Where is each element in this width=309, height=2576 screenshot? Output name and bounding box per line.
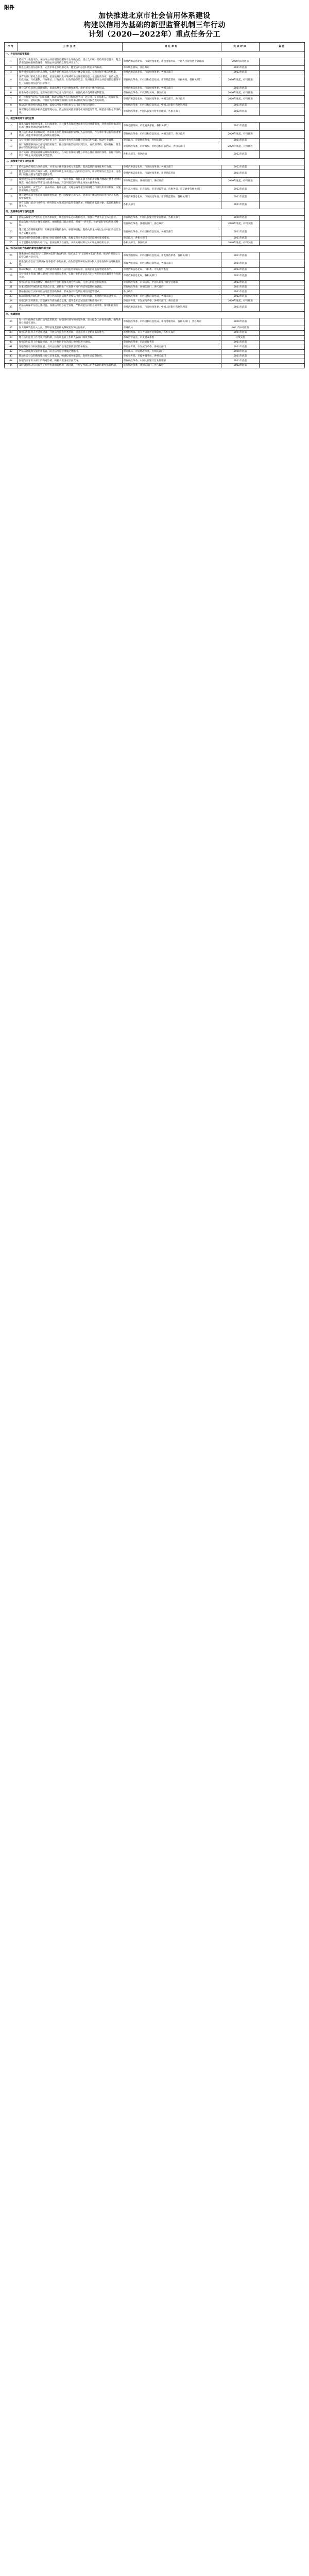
cell-unit: 市委组织部、市人力资源社会保障局，各相关部门: [122, 331, 221, 335]
cell-index: 3: [5, 71, 18, 75]
table-row: [5, 285, 305, 290]
cell-note: [260, 193, 305, 201]
cell-unit: 市政务服务局、市经济和信息化局，各相关部门: [122, 260, 221, 268]
cell-unit: 市发展改革委、市经济和信息化局，中国人民银行营业管理部: [122, 104, 221, 108]
cell-task: 探索建立以信用为基础的“双随机、一公开”监管机制，根据市场主体信用等级合理确定抽查比例和频次，对信用良好的市场主体减少抽查，对信用较差的市场主体加大抽查力度。: [18, 178, 122, 185]
cell-index: 32: [5, 290, 18, 294]
cell-deadline: 2020年底起，持续推进: [221, 75, 260, 86]
cell-index: 17: [5, 178, 18, 185]
cell-task: 依托公共信用综合评价结果，对市场主体实施分级分类监管，提高监管的精准性和有效性。: [18, 165, 122, 170]
cell-note: [260, 170, 305, 178]
cell-deadline: 2020年底前: [221, 318, 260, 326]
cell-note: [260, 216, 305, 221]
cell-unit: 市经济和信息化局、市发展改革委、市政务服务局、中国人民银行营业管理部: [122, 58, 221, 66]
cell-unit: 市政务服务局、市发展改革委，各相关部门: [122, 123, 221, 130]
cell-unit: 市财政局: [122, 326, 221, 331]
cell-index: 8: [5, 104, 18, 108]
table-row: [5, 228, 305, 236]
cell-task: 建立信用信息异议处理机制，依法依规完善信用修复流程，保护市场主体合法权益。: [18, 86, 122, 91]
cell-unit: 市发展改革委，各相关部门，各区政府: [122, 221, 221, 228]
cell-deadline: 2022年底前: [221, 294, 260, 299]
section-title: 六、保障措施: [5, 312, 305, 318]
table-row: [5, 138, 305, 143]
cell-note: [260, 331, 305, 335]
cell-task: 依法依规建立严重失信主体名单制度，规范名单认定标准和程序，加强对严重失信主体的监管。: [18, 216, 122, 221]
cell-note: [260, 349, 305, 354]
cell-unit: 市经济和信息化局、市科委、中关村管委会: [122, 268, 221, 273]
cell-task: 加强信用监管法治建设，推动出台社会信用相关地方性法规，完善信用监管制度规范。: [18, 280, 122, 285]
cell-note: [260, 273, 305, 280]
cell-deadline: 2021年底前: [221, 66, 260, 71]
cell-deadline: 2021年底前: [221, 228, 260, 236]
cell-unit: 市经济和信息化局、市发展改革委，各相关部门: [122, 71, 221, 75]
table-row: [5, 280, 305, 285]
cell-index: 19: [5, 193, 18, 201]
cell-task: 鼓励各区结合实际开展信用监管创新探索，形成各具特色的区域信用监管模式。: [18, 290, 122, 294]
cell-task: 加强信用宣传教育，营造诚实守信的社会氛围，提升全社会诚信意识和信用水平。: [18, 299, 122, 303]
cell-index: 14: [5, 150, 18, 158]
cell-note: [260, 221, 305, 228]
cell-deadline: 2021年底前: [221, 201, 260, 209]
cell-deadline: 2021年底前: [221, 236, 260, 241]
cell-deadline: 2022年底前: [221, 268, 260, 273]
cell-deadline: 2022年底前: [221, 71, 260, 75]
cell-task: 建立信用监管工作考核评价机制，将信用监管工作纳入各部门绩效考核。: [18, 335, 122, 340]
cell-deadline: 2020年底前: [221, 216, 260, 221]
cell-unit: 市经济和信息化局、市发展改革委、市市场监管局，各相关部门: [122, 193, 221, 201]
cell-note: [260, 260, 305, 268]
header-unit: 责任单位: [122, 43, 221, 52]
table-row: [5, 193, 305, 201]
cell-deadline: 2020年底前: [221, 349, 260, 354]
section-title: 四、完善事后环节信用监管: [5, 209, 305, 216]
cell-deadline: 2021年底前: [221, 345, 260, 349]
cell-index: 5: [5, 86, 18, 91]
cell-unit: 市发展改革委、中国人民银行营业管理部: [122, 359, 221, 364]
cell-note: [260, 66, 305, 71]
cell-deadline: 2020年底起，持续推进: [221, 91, 260, 95]
cell-index: 9: [5, 108, 18, 116]
cell-note: [260, 340, 305, 345]
cell-deadline: 2020年底起，持续推进: [221, 178, 260, 185]
cell-deadline: 2020年底起，持续实施: [221, 221, 260, 228]
cell-task: 推进政务诚信建设，完善政府部门和公务员信用记录，加强政府守信践诺机制建设。: [18, 91, 122, 95]
cell-deadline: 2020年底起，持续推进: [221, 95, 260, 103]
cell-deadline: 2021年底前: [221, 123, 260, 130]
cell-note: [260, 130, 305, 138]
cell-task: 研究制定信用服务机构监督管理办法，依法加强对信用服务机构的监督管理，规范信用服务市场秩序。: [18, 108, 122, 116]
cell-deadline: 2022年底前: [221, 280, 260, 285]
section-title: 五、强化以信用为基础的新型监管机制支撑: [5, 245, 305, 252]
cell-task: 各有关部门要结合自身职责，依法依规归集本领域市场主体信用信息，包括行政许可、行政处罚、行政检查、行政强制、行政确认、行政裁决、行政奖励等信息，及时推送至市公共信用信息服务平台，实现信用信息“应归尽归”。: [18, 75, 122, 86]
cell-index: 24: [5, 236, 18, 241]
cell-unit: 市市场监管局，各相关部门，各区政府: [122, 178, 221, 185]
cell-deadline: 2021年底前: [221, 252, 260, 260]
cell-index: 42: [5, 349, 18, 354]
cell-unit: 市发展改革委、市经济和信息化局，各相关部门: [122, 228, 221, 236]
cell-deadline: 2021年底前: [221, 273, 260, 280]
cell-unit: 市发展改革委，各相关部门，各区政府: [122, 364, 221, 368]
cell-note: [260, 252, 305, 260]
cell-note: [260, 318, 305, 326]
cell-task: 在生态环境、安全生产、食品药品、税收征管、交通运输等重点领域建立行业信用评价制度，实施信用分级分类监管。: [18, 185, 122, 193]
cell-task: 探索建立信用监管与“互联网+监管”融合机制，依托北京市“互联网+监管”系统，推动信用信息与监管信息共享应用。: [18, 252, 122, 260]
cell-unit: 市经济和信息化局、市发展改革委、市市场监管局: [122, 170, 221, 178]
cell-index: 23: [5, 228, 18, 236]
cell-note: [260, 138, 305, 143]
table-row: [5, 58, 305, 66]
cell-index: 43: [5, 354, 18, 359]
cell-deadline: 2021年底前: [221, 359, 260, 364]
cell-deadline: 2021年底前: [221, 290, 260, 294]
header-note: 备注: [260, 43, 305, 52]
cell-unit: 市发展改革委、市政务服务局，各区政府: [122, 91, 221, 95]
cell-note: [260, 359, 305, 364]
cell-note: [260, 303, 305, 311]
cell-task: 推动大数据、人工智能、区块链等新技术在信用监管中的应用，提高信用监管智能化水平。: [18, 268, 122, 273]
cell-unit: 各相关部门，各区政府: [122, 150, 221, 158]
table-header: [5, 43, 305, 52]
cell-index: 15: [5, 165, 18, 170]
cell-unit: 市经济和信息化局、市发展改革委，各相关部门: [122, 165, 221, 170]
table-row: [5, 331, 305, 335]
cell-note: [260, 290, 305, 294]
cell-index: 27: [5, 260, 18, 268]
cell-deadline: 2020年底起，持续推进: [221, 143, 260, 150]
cell-index: 39: [5, 335, 18, 340]
cell-unit: 市市场监管局，各区政府: [122, 66, 221, 71]
cell-deadline: 2022年底前: [221, 150, 260, 158]
cell-task: 对于监管中发现的失信行为，依法依规予以查处，并将处理结果记入市场主体信用记录。: [18, 241, 122, 245]
cell-unit: 市民政局、市发展改革委，各相关部门: [122, 138, 221, 143]
cell-index: 31: [5, 285, 18, 290]
cell-note: [260, 75, 305, 86]
cell-task: 推动社会公众和新闻媒体参与信用监管，畅通投诉举报渠道，发挥社会监督作用。: [18, 354, 122, 359]
cell-index: 2: [5, 66, 18, 71]
cell-deadline: 2021年底前: [221, 104, 260, 108]
cell-task: 推动京津冀区域信用合作，建立区域信用信息共享和信用监管协同机制，推进跨区域联合奖惩。: [18, 294, 122, 299]
cell-note: [260, 236, 305, 241]
cell-index: 1: [5, 58, 18, 66]
cell-task: 在重点领域开展信用监管试点示范，总结推广可复制可推广的信用监管经验做法。: [18, 285, 122, 290]
cell-note: [260, 285, 305, 290]
table-row: [5, 104, 305, 108]
cell-task: 及时研究解决信用监管工作中出现的新情况、新问题，不断完善以信用为基础的新型监管机制。: [18, 364, 122, 368]
cell-index: 29: [5, 273, 18, 280]
table-row: [5, 335, 305, 340]
table-row: [5, 86, 305, 91]
cell-note: [260, 280, 305, 285]
cell-task: 各有关部门要依据法律法规和政策规定，在本行业领域内建立市场主体信用评价体系，依据评价结果对市场主体实施分级分类监管。: [18, 150, 122, 158]
cell-task: 加大财政资金投入力度，保障信用监管相关系统建设和运行维护。: [18, 326, 122, 331]
cell-task: 加强信用监管工作督促检查，对工作推进不力的部门和单位进行通报。: [18, 340, 122, 345]
header-deadline: 完成时限: [221, 43, 260, 52]
table-row: [5, 71, 305, 75]
table-row: [5, 294, 305, 299]
cell-unit: 市经济和信息化局、市发展改革委，各相关部门: [122, 86, 221, 91]
table-row: [5, 123, 305, 130]
cell-note: [260, 108, 305, 116]
cell-deadline: 2021年底前: [221, 285, 260, 290]
cell-note: [260, 335, 305, 340]
cell-unit: 市发展改革委、市经济和信息化局、市政务服务局，各相关部门，各区政府: [122, 318, 221, 326]
cell-task: 建立健全市场主体信用风险预警机制，依托大数据分析技术，对市场主体信用风险进行动态监测、预警和处置。: [18, 193, 122, 201]
cell-task: 依法依规保护信息主体权益，加强信用信息安全管理，严格规范信用信息的采集、使用和披露行为。: [18, 303, 122, 311]
cell-index: 7: [5, 95, 18, 103]
cell-task: 推进企业信用信息归集，完善市场主体信用记录，健全信用信息归集目录和标准。: [18, 66, 122, 71]
cell-task: 推动行业协会商会建立健全行业信用惩戒机制，依据章程对失信会员采取相应惩戒措施。: [18, 236, 122, 241]
cell-index: 6: [5, 91, 18, 95]
table-row: [5, 303, 305, 311]
cell-deadline: 2021年底前: [221, 260, 260, 268]
cell-note: [260, 228, 305, 236]
cell-unit: 市委宣传部、市发展改革委，各相关部门，各区政府: [122, 299, 221, 303]
header-index: 序号: [5, 43, 18, 52]
title-line: 计划（2020—2022年）重点任务分工: [89, 30, 220, 39]
cell-note: [260, 268, 305, 273]
section-row: [5, 209, 305, 216]
cell-note: [260, 354, 305, 359]
cell-unit: 市经济和信息化局，各相关部门: [122, 273, 221, 280]
cell-index: 12: [5, 138, 18, 143]
table-row: [5, 345, 305, 349]
cell-note: [260, 299, 305, 303]
header-row: [5, 43, 305, 52]
cell-index: 20: [5, 201, 18, 209]
cell-unit: 市发展改革委、市经济和信息化局、市市场监管局、市税务局，各相关部门: [122, 75, 221, 86]
attachment-label: 附件: [4, 5, 14, 11]
cell-deadline: 2022年底前: [221, 165, 260, 170]
section-row: [5, 312, 305, 318]
cell-deadline: 2021年底前: [221, 340, 260, 345]
document-title: [4, 11, 305, 39]
table-row: [5, 349, 305, 354]
cell-task: 支持行业协会商会开展信用评价工作，鼓励行业协会商会建立会员信用档案，推动行业自律。: [18, 138, 122, 143]
cell-unit: 市政务服务局、市经济和信息化局、市发展改革委，各相关部门: [122, 252, 221, 260]
table-row: [5, 221, 305, 228]
cell-task: 进一步优化“信用+”应用场景，推动信用报告在行政管理中的广泛应用，在市场准入、资质审核、政府采购、招标投标、评优评先等领域全面推行信用承诺制度和信用报告查询制度。: [18, 95, 122, 103]
cell-task: 进一步明确各有关部门信用监管职责，加强组织领导和统筹协调，建立健全工作推进机制，确保各项任务落实到位。: [18, 318, 122, 326]
cell-index: 34: [5, 299, 18, 303]
cell-deadline: 2020年6月底前: [221, 58, 260, 66]
cell-unit: 市政府督查室、市发展改革委: [122, 335, 221, 340]
cell-task: 推进信用信息在“互联网+政务服务”中的应用，在政务服务事项办理中嵌入信用查询和信用核查功能。: [18, 260, 122, 268]
cell-index: 28: [5, 268, 18, 273]
cell-note: [260, 178, 305, 185]
section-row: [5, 116, 305, 123]
table-row: [5, 268, 305, 273]
cell-index: 22: [5, 221, 18, 228]
cell-task: 加强与国家有关部门的沟通协调，积极争取国家层面支持。: [18, 359, 122, 364]
cell-index: 33: [5, 294, 18, 299]
cell-note: [260, 294, 305, 299]
table-row: [5, 185, 305, 193]
table-row: [5, 236, 305, 241]
table-row: [5, 178, 305, 185]
cell-index: 36: [5, 318, 18, 326]
cell-index: 45: [5, 364, 18, 368]
cell-deadline: 2021年底前: [221, 138, 260, 143]
cell-index: 30: [5, 280, 18, 285]
cell-task: 建立信用承诺书管理制度，将市场主体信用承诺履约情况记入信用档案，作为事中事后监管的重要依据，对违背承诺的依法依规实施惩戒。: [18, 130, 122, 138]
cell-deadline: 2021年底前: [221, 354, 260, 359]
table-row: [5, 95, 305, 103]
table-row: [5, 170, 305, 178]
cell-index: 37: [5, 326, 18, 331]
cell-unit: 市生态环境局、市应急局、市市场监管局、市税务局、市交通委等相关部门: [122, 185, 221, 193]
cell-unit: 市民政局，各相关部门: [122, 236, 221, 241]
cell-index: 11: [5, 130, 18, 138]
table-row: [5, 241, 305, 245]
cell-deadline: 2021年底前: [221, 331, 260, 335]
cell-note: [260, 345, 305, 349]
cell-unit: 市委宣传部、市发展改革委，各相关部门: [122, 345, 221, 349]
cell-task: 在行政管理事项中全面使用信用报告，推动信用报告结果实现互认，在政府采购、招标投标、资金扶持等领域率先推广应用。: [18, 143, 122, 150]
cell-task: 加强信用监管人才队伍建设，开展信用监管业务培训，提升监管人员信用监管能力。: [18, 331, 122, 335]
cell-task: 推动信用服务机构规范发展，鼓励信用服务机构参与信用监管和信用评价。: [18, 104, 122, 108]
cell-deadline: 2020年底起，持续推进: [221, 299, 260, 303]
cell-deadline: 2022年底前: [221, 364, 260, 368]
table-body: [5, 52, 305, 368]
title-line: 构建以信用为基础的新型监管机制三年行动: [83, 21, 226, 29]
cell-note: [260, 150, 305, 158]
cell-task: 建立健全信用修复机制，明确信用修复的条件、标准和流程，鼓励失信主体通过主动纠正失信行为等方式修复信用。: [18, 228, 122, 236]
section-row: [5, 52, 305, 58]
cell-unit: 市委宣传部、市政务服务局，各相关部门: [122, 354, 221, 359]
cell-deadline: 2022年底前: [221, 185, 260, 193]
cell-index: 13: [5, 143, 18, 150]
table-row: [5, 340, 305, 345]
section-title: 一、夯实信用监管基础: [5, 52, 305, 58]
cell-unit: 市发展改革委，各相关部门，各区政府: [122, 285, 221, 290]
cell-task: 依托市大数据平台，加快市公共信用信息服务平台升级改造，建立全市统一的信用信息目录，健全信用信息标准规范体系，推进公共信用信息归集共享工作。: [18, 58, 122, 66]
table-row: [5, 66, 305, 71]
cell-note: [260, 326, 305, 331]
cell-unit: 市发展改革委、市政府督查室: [122, 340, 221, 345]
table-row: [5, 273, 305, 280]
document-page: [0, 0, 309, 374]
section-title: 二、健全事前环节信用监管: [5, 116, 305, 123]
cell-deadline: 2021年6月底前: [221, 326, 260, 331]
cell-index: 16: [5, 170, 18, 178]
table-row: [5, 299, 305, 303]
table-row: [5, 216, 305, 221]
cell-unit: 各区政府: [122, 290, 221, 294]
table-row: [5, 260, 305, 268]
cell-note: [260, 123, 305, 130]
cell-note: [260, 165, 305, 170]
cell-task: 深化行政审批制度改革，在行政审批、公共服务等领域全面推行信用承诺制度，对作出信用承诺的市场主体提供容缺受理等便利。: [18, 123, 122, 130]
cell-unit: 市发展改革委、市司法局，中国人民银行营业管理部: [122, 280, 221, 285]
cell-index: 38: [5, 331, 18, 335]
header-task: 工作任务: [18, 43, 122, 52]
table-row: [5, 143, 305, 150]
cell-index: 41: [5, 345, 18, 349]
cell-note: [260, 95, 305, 103]
cell-note: [260, 104, 305, 108]
table-row: [5, 201, 305, 209]
cell-index: 25: [5, 241, 18, 245]
table-row: [5, 150, 305, 158]
table-row: [5, 91, 305, 95]
section-title: 三、加强事中环节信用监管: [5, 159, 305, 165]
cell-note: [260, 241, 305, 245]
cell-note: [260, 185, 305, 193]
cell-index: 44: [5, 359, 18, 364]
cell-index: 18: [5, 185, 18, 193]
table-row: [5, 75, 305, 86]
cell-deadline: 2021年底前: [221, 193, 260, 201]
table-row: [5, 290, 305, 294]
table-row: [5, 108, 305, 116]
cell-unit: 各相关部门，各区政府: [122, 241, 221, 245]
table-row: [5, 130, 305, 138]
cell-unit: 市发展改革委、中国人民银行营业管理部，各相关部门: [122, 216, 221, 221]
cell-index: 4: [5, 75, 18, 86]
section-row: [5, 245, 305, 252]
table-row: [5, 252, 305, 260]
cell-index: 35: [5, 303, 18, 311]
cell-note: [260, 364, 305, 368]
cell-note: [260, 58, 305, 66]
cell-note: [260, 91, 305, 95]
title-line: 加快推进北京市社会信用体系建设: [98, 12, 211, 20]
cell-unit: 市发展改革委、市经济和信息化局，各相关部门: [122, 294, 221, 299]
table-row: [5, 354, 305, 359]
cell-unit: 市发展改革委、市财政局、市经济和信息化局，各相关部门: [122, 143, 221, 150]
cell-deadline: 2020年底起，持续实施: [221, 241, 260, 245]
cell-deadline: 持续实施: [221, 335, 260, 340]
cell-deadline: 2022年底前: [221, 108, 260, 116]
cell-task: 各有关部门结合行业特点，研究制定本领域信用监管措施清单，明确信用监管对象、监管措施和实施主体。: [18, 201, 122, 209]
table-row: [5, 364, 305, 368]
cell-index: 40: [5, 340, 18, 345]
cell-task: 加强舆论引导和宣传报道，及时总结推广信用监管典型经验和做法。: [18, 345, 122, 349]
cell-unit: 各相关部门: [122, 201, 221, 209]
cell-unit: 市经济和信息化局、市发展改革委，中国人民银行营业管理部: [122, 303, 221, 311]
table-row: [5, 359, 305, 364]
cell-note: [260, 143, 305, 150]
table-row: [5, 326, 305, 331]
cell-index: 26: [5, 252, 18, 260]
section-row: [5, 159, 305, 165]
table-row: [5, 318, 305, 326]
cell-deadline: 2021年底前: [221, 303, 260, 311]
cell-note: [260, 86, 305, 91]
cell-note: [260, 71, 305, 75]
cell-task: 推进重点领域信用信息归集，实现各类信用信息与市场主体全面关联，完善市场主体信用档案。: [18, 71, 122, 75]
cell-task: 严格依法依规实施信用监管，防止信用监管措施泛化滥用。: [18, 349, 122, 354]
cell-deadline: 2021年底前: [221, 170, 260, 178]
table-row: [5, 165, 305, 170]
cell-unit: 市发展改革委、中国人民银行营业管理部，各相关部门: [122, 108, 221, 116]
cell-deadline: 2021年底前: [221, 86, 260, 91]
cell-unit: 市司法局、市发展改革委，各相关部门: [122, 349, 221, 354]
cell-task: 支持行业主管部门建立健全行业信用信息系统，实现行业信用信息与市公共信用信息服务平台互联互通。: [18, 273, 122, 280]
cell-note: [260, 201, 305, 209]
cell-task: 健全公共信用综合评价体系，定期对市场主体开展公共信用综合评价，评价结果向社会公开，为各部门实施分级分类监管提供参考。: [18, 170, 122, 178]
cell-task: 依法依规对失信主体实施惩戒，加强跨部门联合惩戒，形成“一处失信、处处受限”的信用惩戒格局。: [18, 221, 122, 228]
cell-index: 21: [5, 216, 18, 221]
cell-unit: 市经济和信息化局、市发展改革委，各相关部门，各区政府: [122, 95, 221, 103]
cell-index: 10: [5, 123, 18, 130]
cell-deadline: 2020年底起，持续推进: [221, 130, 260, 138]
cell-unit: 市发展改革委、市经济和信息化局，各相关部门，各区政府: [122, 130, 221, 138]
task-table: [4, 42, 305, 368]
